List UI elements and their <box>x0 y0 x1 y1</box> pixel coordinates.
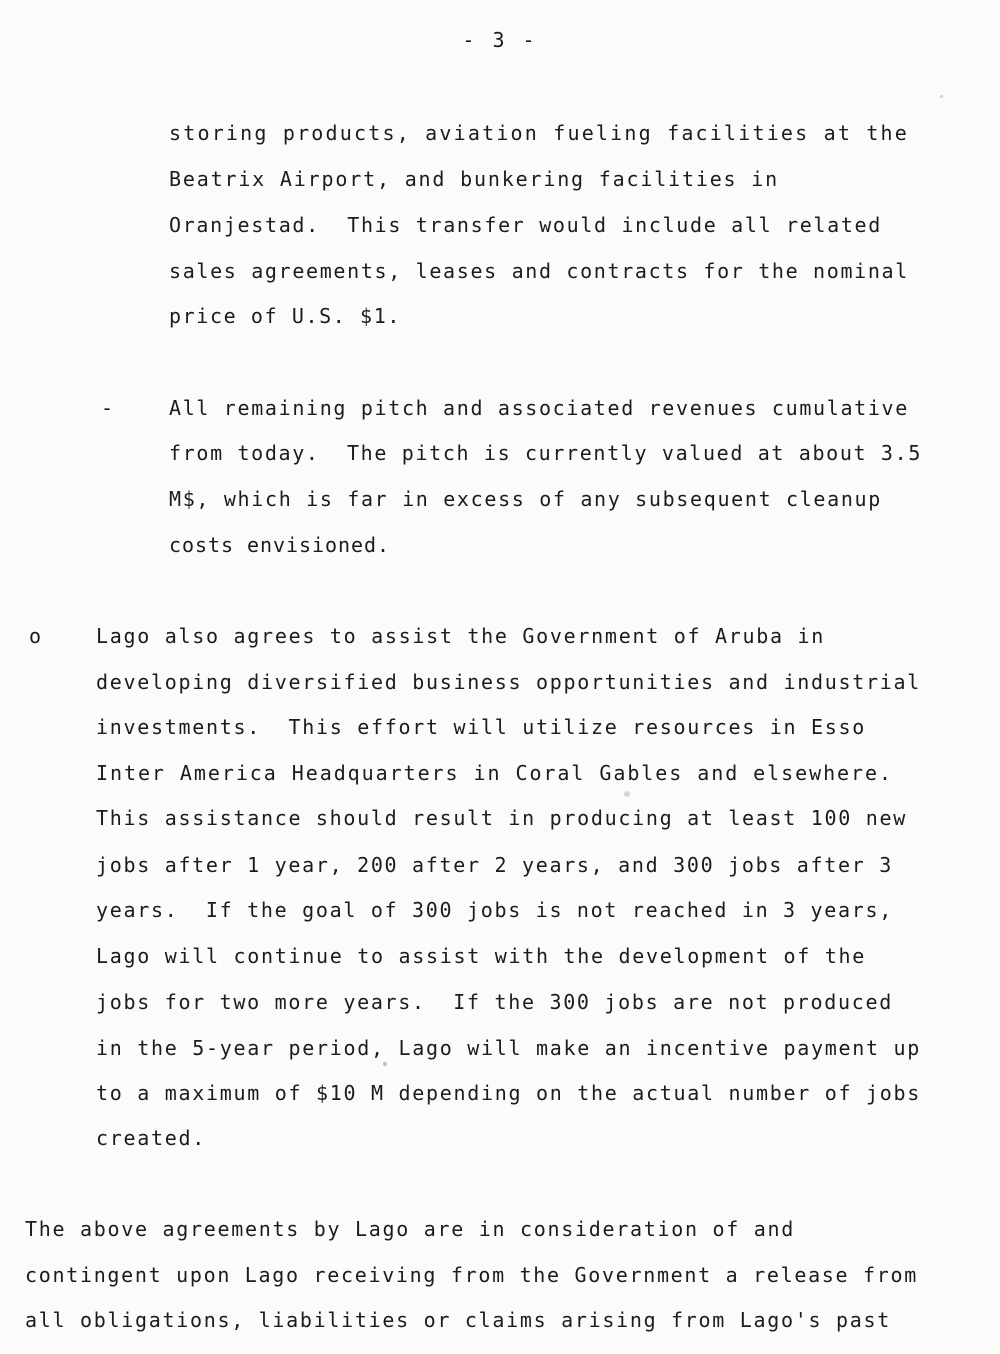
text-line: storing products, aviation fueling facilities at the <box>169 121 910 145</box>
text-line: Lago will continue to assist with the development of the <box>96 944 867 968</box>
text-line: Oranjestad. This transfer would include all related <box>169 213 882 237</box>
text-line: costs envisioned. <box>169 533 391 557</box>
text-line: all obligations, liabilities or claims arising from Lago's past <box>25 1308 891 1332</box>
scan-speck <box>624 791 630 797</box>
page-number: - 3 - <box>462 28 538 52</box>
text-line: created. <box>96 1126 207 1150</box>
text-line: from today. The pitch is currently valued at about 3.5 <box>169 441 923 465</box>
o-bullet: o <box>29 624 43 648</box>
text-line: years. If the goal of 300 jobs is not reached in 3 years, <box>96 898 893 922</box>
text-line: Lago also agrees to assist the Government of Aruba in <box>96 624 826 648</box>
text-line: Beatrix Airport, and bunkering facilities in <box>169 167 780 191</box>
text-line: in the 5-year period, Lago will make an incentive payment up <box>96 1036 922 1060</box>
text-line: contingent upon Lago receiving from the Government a release from <box>25 1263 918 1287</box>
text-line: investments. This effort will utilize resources in Esso <box>96 715 867 739</box>
text-line: jobs after 1 year, 200 after 2 years, and 300 jobs after 3 <box>96 853 893 877</box>
text-line: sales agreements, leases and contracts for the nominal <box>169 259 909 283</box>
text-line: M$, which is far in excess of any subsequent cleanup <box>169 487 882 511</box>
text-line: All remaining pitch and associated revenues cumulative <box>169 396 909 420</box>
text-line: to a maximum of $10 M depending on the actual number of jobs <box>96 1081 922 1105</box>
text-line: jobs for two more years. If the 300 jobs are not produced <box>96 990 893 1014</box>
text-line: The above agreements by Lago are in consideration of and <box>25 1217 796 1241</box>
text-line: price of U.S. $1. <box>169 304 401 328</box>
scan-speck <box>940 95 943 98</box>
text-line: Inter America Headquarters in Coral Gables and elsewhere. <box>96 761 893 785</box>
dash-bullet: - <box>101 396 115 420</box>
text-line: This assistance should result in producing at least 100 new <box>96 806 908 830</box>
text-line: developing diversified business opportunities and industrial <box>96 670 922 694</box>
scan-speck <box>383 1062 387 1066</box>
